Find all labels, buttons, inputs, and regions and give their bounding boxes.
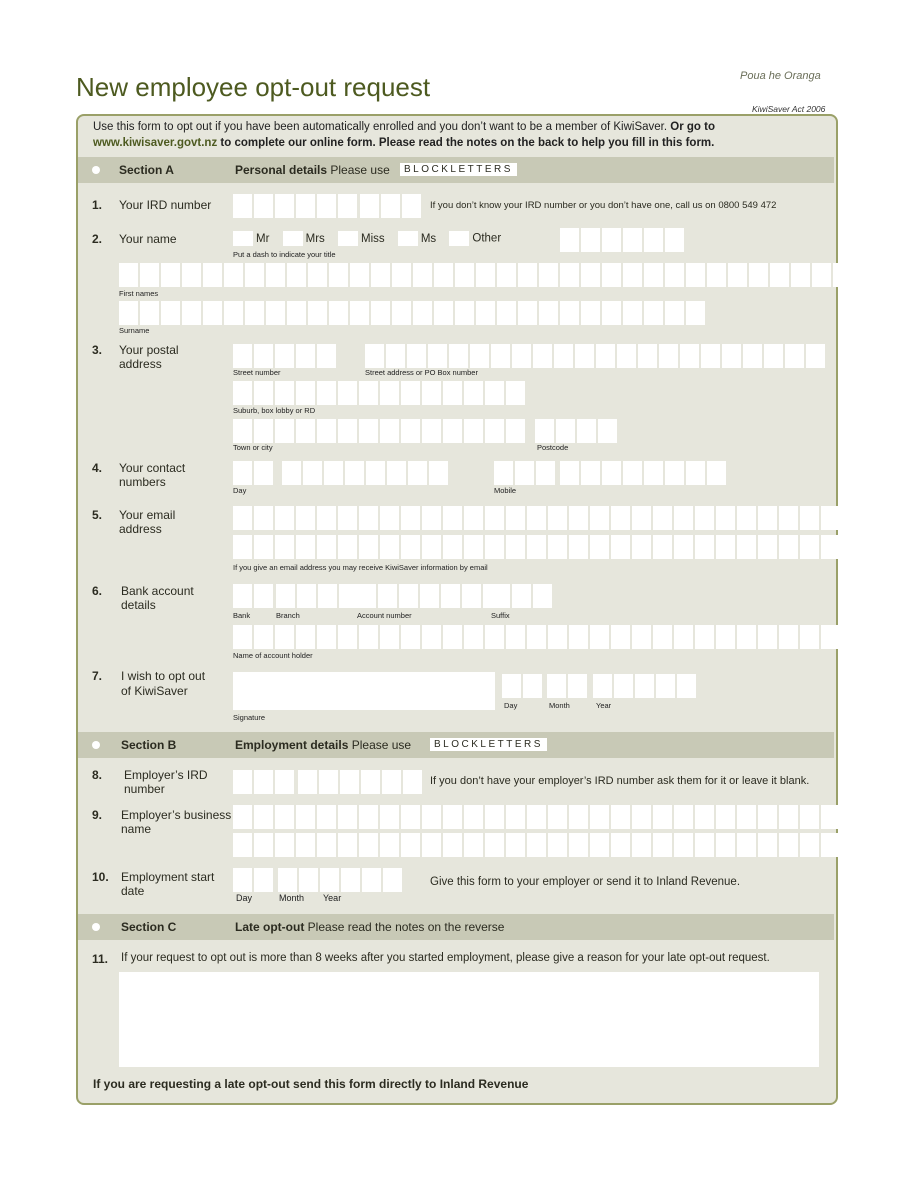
postcode-input[interactable] [535,419,617,443]
q5-number: 5. [92,508,103,522]
email-note: If you give an email address you may receive KiwiSaver information by email [233,563,488,572]
signature-day-caption: Day [504,701,518,710]
signature-month-input[interactable] [547,674,587,698]
day-phone-number-input[interactable] [282,461,448,485]
start-month-caption: Month [279,893,305,903]
signature-caption: Signature [233,713,266,722]
opt-out-label-1: I wish to opt out [121,669,206,683]
employer-name-label-2: name [121,822,152,836]
first-names-input[interactable] [119,263,852,287]
contact-label-1: Your contact [119,461,186,475]
employer-ird-input-2[interactable] [298,770,359,794]
intro-text-2: to complete our online form. Please read the notes on the back to help you fill in this form. [220,137,715,149]
street-address-input[interactable] [365,344,825,368]
late-reason-textarea[interactable] [119,972,819,1067]
suburb-input[interactable] [233,381,525,405]
section-b-title: Section B [121,738,177,752]
start-day-input[interactable] [233,868,273,892]
title-mrs-box[interactable] [283,231,303,246]
postcode-caption: Postcode [537,443,569,452]
employer-ird-label-1: Employer’s IRD [124,768,208,782]
title-ms-box[interactable] [398,231,418,246]
signature-year-caption: Year [596,701,612,710]
start-date-label-1: Employment start [121,870,215,884]
account-number-input[interactable] [357,584,502,608]
late-opt-out-label: Late opt-out [235,920,305,934]
page-title: New employee opt-out request [76,72,431,102]
branch-input[interactable] [276,584,358,608]
q2-number: 2. [92,232,103,246]
signature-day-input[interactable] [502,674,542,698]
contact-label-2: numbers [119,475,166,489]
day-phone-area-input[interactable] [233,461,273,485]
suffix-caption: Suffix [491,611,510,620]
q9-number: 9. [92,808,103,822]
postal-address-label-2: address [119,357,162,371]
section-c-title: Section C [121,920,177,934]
bank-account-label-2: details [121,598,156,612]
email-input-line-1[interactable] [233,506,840,530]
section-b-bullet-icon [92,741,100,749]
town-caption: Town or city [233,443,273,452]
employer-name-input-2[interactable] [233,833,840,857]
mobile-number-input[interactable] [560,461,726,485]
employer-ird-input-3[interactable] [361,770,422,794]
mobile-prefix-input[interactable] [494,461,555,485]
please-use-label-b: Please use [351,738,412,752]
first-names-caption: First names [119,289,159,298]
day-caption: Day [233,486,247,495]
postal-address-label-1: Your postal [119,343,179,357]
employer-name-label-1: Employer’s business [121,808,232,822]
name-label: Your name [119,232,177,246]
q4-number: 4. [92,461,103,475]
ird-number-label: Your IRD number [119,198,212,212]
start-year-caption: Year [323,893,342,903]
q10-number: 10. [92,870,109,884]
q11-number: 11. [92,952,109,966]
title-mr-box[interactable] [233,231,253,246]
late-reason-label: If your request to opt out is more than 8 weeks after you started employment, please give a reason for your late opt-out request. [121,952,770,964]
intro-line-2 [93,137,714,149]
start-year-input[interactable] [320,868,402,892]
title-mr: Mr [256,232,270,245]
send-form-note: Give this form to your employer or send it to Inland Revenue. [430,876,741,888]
title-note: Put a dash to indicate your title [233,250,336,259]
section-c-bullet-icon [92,923,100,931]
branch-caption: Branch [276,611,300,620]
account-holder-input[interactable] [233,625,840,649]
title-other-box[interactable] [449,231,469,246]
q8-number: 8. [92,768,103,782]
start-date-label-2: date [121,884,145,898]
town-input[interactable] [233,419,525,443]
bank-input[interactable] [233,584,273,608]
title-mrs: Mrs [305,232,325,245]
ird-number-input-3[interactable] [360,194,421,218]
footer-instruction: If you are requesting a late opt-out send this form directly to Inland Revenue [93,1077,529,1091]
bank-account-label-1: Bank account [121,584,194,598]
employer-ird-input-1[interactable] [233,770,294,794]
start-day-caption: Day [236,893,253,903]
bank-caption: Bank [233,611,251,620]
street-address-caption: Street address or PO Box number [365,368,478,377]
email-label-1: Your email [119,508,176,522]
signature-year-input[interactable] [593,674,696,698]
block-letters-tag: BLOCKLETTERS [400,163,517,176]
surname-input[interactable] [119,301,705,325]
agency-tagline: Poua he Oranga [740,70,821,82]
email-label-2: address [119,522,162,536]
title-other: Other [472,232,502,245]
intro-or-go-to: Or go to [670,121,715,133]
please-use-label: Please use [330,163,390,177]
q3-number: 3. [92,343,103,357]
title-ms: Ms [420,232,437,245]
late-opt-out-note: Please read the notes on the reverse [307,920,505,934]
employment-details-label: Employment details [235,738,349,752]
section-a-title: Section A [119,163,174,177]
suburb-caption: Suburb, box lobby or RD [233,406,316,415]
ird-number-input-1[interactable] [233,194,294,218]
personal-details-label: Personal details [235,163,328,177]
ird-number-input-2[interactable] [296,194,357,218]
title-miss: Miss [361,232,385,245]
start-month-input[interactable] [278,868,318,892]
mobile-caption: Mobile [494,486,517,495]
title-other-input[interactable] [560,228,684,252]
employer-ird-note: If you don’t have your employer’s IRD number ask them for it or leave it blank. [430,775,810,787]
account-holder-caption: Name of account holder [233,651,313,660]
section-b-heading [235,738,411,752]
intro-text-1: Use this form to opt out if you have been automatically enrolled and you don’t want to be a member of KiwiSaver. [93,121,668,133]
act-reference: KiwiSaver Act 2006 [752,104,826,114]
employer-name-input-1[interactable] [233,805,840,829]
q7-number: 7. [92,669,103,683]
signature-box[interactable] [233,672,495,710]
suffix-input[interactable] [491,584,552,608]
block-letters-tag-b: BLOCKLETTERS [430,738,547,751]
intro-line-1 [93,121,715,133]
employer-ird-label-2: number [124,782,165,796]
street-number-caption: Street number [233,368,281,377]
opt-out-label-2: of KiwiSaver [121,684,188,698]
surname-caption: Surname [119,326,150,335]
section-a-bullet-icon [92,166,100,174]
signature-month-caption: Month [549,701,570,710]
title-options [233,231,501,246]
q6-number: 6. [92,584,103,598]
email-input-line-2[interactable] [233,535,840,559]
ird-number-note: If you don’t know your IRD number or you don’t have one, call us on 0800 549 472 [430,200,777,211]
q1-number: 1. [92,198,103,212]
street-number-input[interactable] [233,344,336,368]
section-c-heading [235,920,504,934]
section-a-heading [235,163,390,177]
website-link[interactable]: www.kiwisaver.govt.nz [93,137,218,149]
title-miss-box[interactable] [338,231,358,246]
account-number-caption: Account number [357,611,412,620]
